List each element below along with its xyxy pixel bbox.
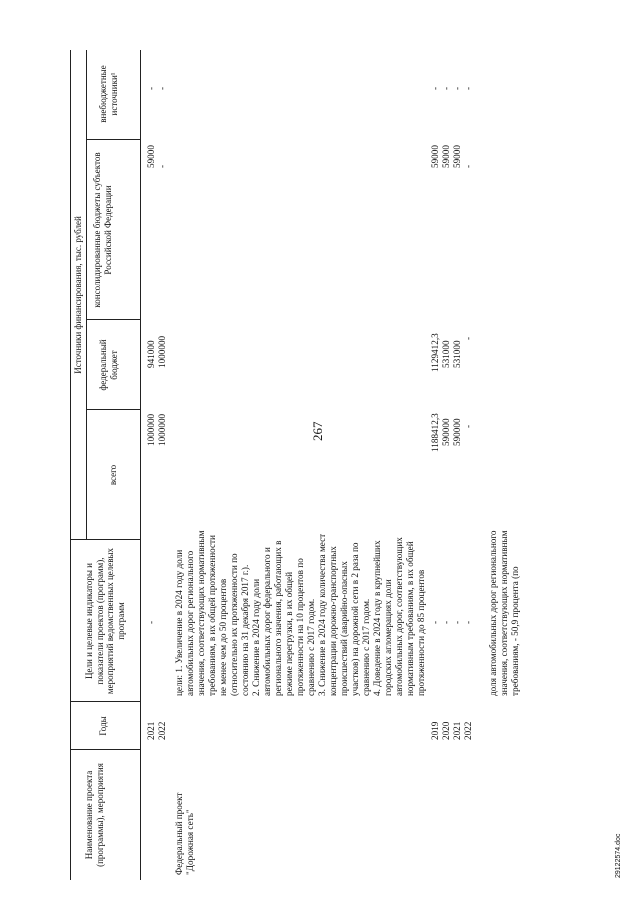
goal-line: требованиям, в их общей протяженности: [207, 535, 217, 696]
goal-line: 3. Снижение в 2024 году количества мест: [317, 533, 327, 696]
project-name: Федеральный проект "Дорожная сеть": [174, 792, 195, 875]
goal-line: не менее чем до 50 процентов: [218, 578, 228, 696]
cell-total: 590000: [452, 418, 462, 446]
footer-filename: 29122574.doc: [615, 833, 622, 878]
goal-line: 2. Снижение в 2024 году доли: [251, 578, 261, 696]
cell-total: 1000000: [157, 413, 167, 446]
cell-total: 1000000: [146, 413, 156, 446]
cell-extra: -: [430, 86, 440, 90]
cell-goals: -: [430, 620, 440, 624]
goal-line: участков) на дорожной сети в 2 раза по: [350, 542, 360, 696]
goal-line: регионального значения, работающих в: [273, 540, 283, 696]
table-row: [157, 50, 168, 880]
project-goals-continued: [488, 446, 521, 696]
cell-regional: 59000: [430, 145, 440, 168]
cell-federal: 1129412,3: [430, 333, 440, 372]
goal-line: 4. Доведение в 2024 году в крупнейших: [372, 540, 382, 696]
goal-line: требованиям, - 50,9 процента (по: [510, 566, 520, 696]
cell-federal: 941000: [146, 340, 156, 368]
cell-extra: -: [146, 86, 156, 90]
cell-extra: -: [441, 86, 451, 90]
goal-line: состоянию на 31 декабря 2017 г.).: [240, 564, 250, 696]
goal-line: (относительно их протяженности по: [229, 553, 239, 696]
header-years: Годы: [98, 716, 108, 736]
goal-line: автомобильных дорог регионального: [185, 550, 195, 696]
goal-line: автомобильных дорог федерального и: [262, 547, 272, 696]
header-total: всего: [108, 464, 118, 486]
table-row: [430, 50, 441, 880]
col-sep-6: [86, 139, 140, 140]
goal-line: протяженности до 85 процентов: [416, 569, 426, 696]
project-goals: [174, 446, 427, 696]
goal-line: концентрации дорожно-транспортных: [328, 546, 338, 696]
header-goals: Цели и целевые индикаторы и показатели проектов (программ), мероприятий ведомственных целевых программ: [84, 547, 126, 695]
cell-year: 2020: [441, 721, 451, 740]
cell-federal: 531000: [452, 340, 462, 368]
header-sources: Источники финансирования, тыс. рублей: [73, 216, 83, 374]
goal-line: нормативным требованиям, в их общей: [405, 541, 415, 696]
cell-regional: 59000: [146, 145, 156, 168]
cell-federal: -: [463, 336, 473, 340]
goal-line: происшествий (аварийно-опасных: [339, 561, 349, 696]
goal-line: цели: 1. Увеличение в 2024 году доли: [174, 549, 184, 696]
cell-total: -: [463, 424, 473, 428]
financing-table: [70, 50, 545, 880]
header-name: Наименование проекта (программы), мероприятия: [84, 763, 105, 867]
goal-line: автомобильных дорог, соответствующих: [394, 537, 404, 696]
cell-federal: 531000: [441, 340, 451, 368]
cell-regional: -: [157, 164, 167, 168]
goal-line: сравнению с 2017 годом.: [361, 598, 371, 696]
page-number: 267: [310, 421, 325, 441]
cell-total: 590000: [441, 418, 451, 446]
cell-federal: 1000000: [157, 335, 167, 368]
goal-line: сравнению с 2017 годом.: [306, 598, 316, 696]
goal-line: городских агломерациях доли: [383, 579, 393, 696]
header-regional: консолидированные бюджеты субъектов Российской Федерации: [92, 152, 113, 308]
table-top-border: [70, 50, 71, 880]
goal-line: значения, соответствующих нормативным: [499, 530, 509, 696]
col-sep-5: [86, 319, 140, 320]
cell-regional: 59000: [452, 145, 462, 168]
cell-goals: -: [452, 620, 462, 624]
cell-goals: -: [146, 620, 156, 624]
cell-year: 2021: [146, 721, 156, 740]
cell-year: 2022: [157, 721, 167, 740]
goal-line: доля автомобильных дорог регионального: [488, 530, 498, 696]
cell-extra: -: [463, 86, 473, 90]
table-row: [146, 50, 157, 880]
cell-goals: -: [441, 620, 451, 624]
cell-goals: -: [463, 620, 473, 624]
header-federal: федеральный бюджет: [98, 339, 119, 391]
goal-line: режиме перегрузки, в их общей: [284, 571, 294, 696]
goal-line: значения, соответствующих нормативным: [196, 530, 206, 696]
cell-extra: -: [157, 86, 167, 90]
header-bottom-border: [140, 50, 141, 880]
table-row: [452, 50, 463, 880]
table-row: [441, 50, 452, 880]
cell-extra: -: [452, 86, 462, 90]
cell-total: 1188412,3: [430, 413, 440, 452]
cell-regional: 59000: [441, 145, 451, 168]
sources-subheader-border: [86, 50, 87, 540]
cell-year: 2021: [452, 721, 462, 740]
goal-line: протяженности на 10 процентов по: [295, 558, 305, 696]
table-row: [463, 50, 474, 880]
cell-year: 2019: [430, 721, 440, 740]
cell-regional: -: [463, 164, 473, 168]
header-extra: внебюджетные источники¹: [98, 65, 119, 123]
cell-year: 2022: [463, 721, 473, 740]
